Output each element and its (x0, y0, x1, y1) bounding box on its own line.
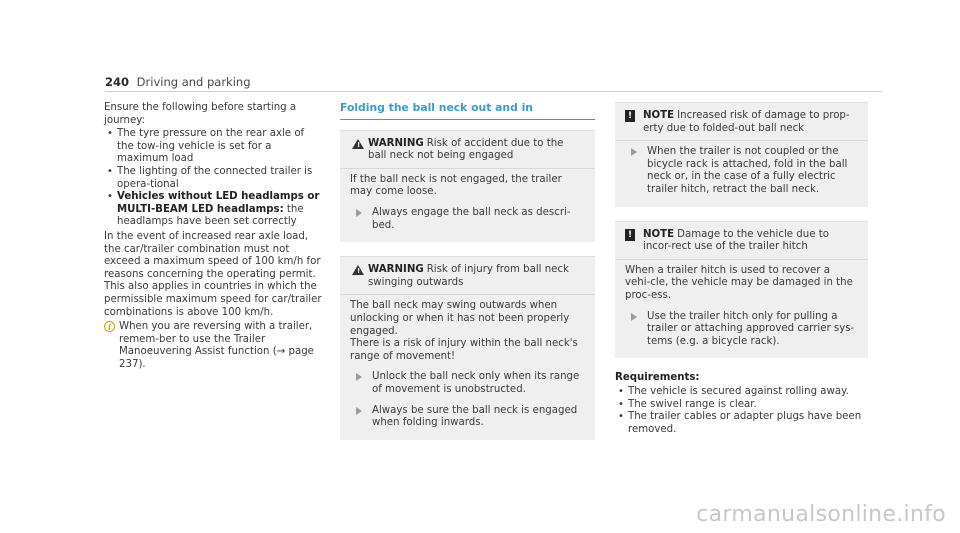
note-box (615, 221, 868, 359)
warning-box (340, 130, 595, 243)
box-divider (340, 294, 595, 295)
warning-keyword: WARNING (368, 264, 424, 276)
arrow-icon (356, 373, 362, 381)
warning-header (350, 264, 585, 289)
list-item: • The swivel range is clear. (615, 399, 868, 412)
box-divider (615, 140, 868, 141)
warning-body: There is a risk of injury within the ball neck's range of movement! (350, 338, 578, 362)
note-headline: Increased risk of damage to prop-erty due to folded-out ball neck (643, 110, 850, 134)
list-item (104, 191, 322, 229)
action-step (625, 311, 858, 349)
warning-keyword: WARNING (368, 137, 424, 149)
requirements-title: Requirements: (615, 372, 700, 384)
section-title: Folding the ball neck out and in (340, 102, 595, 120)
checklist (104, 128, 322, 229)
page-header (105, 75, 251, 89)
step-text: When the trailer is not coupled or the bicycle rack is attached, fold in the ball neck or, in the case of a fully electric trailer hitch, retract the ball neck. (647, 146, 848, 195)
action-step (350, 371, 585, 396)
column-left (104, 102, 322, 371)
intro-text: Ensure the following before starting a journey: (104, 102, 297, 126)
info-text[interactable]: When you are reversing with a trailer, remem-ber to use the Trailer Manoeuvering Assist function (→ page 237). (119, 321, 314, 370)
info-note (104, 321, 322, 371)
warning-box (340, 256, 595, 440)
column-right (615, 102, 868, 438)
note-header (625, 110, 858, 135)
section-name: Driving and parking (136, 75, 251, 89)
warning-header (350, 138, 585, 163)
header-divider (105, 91, 882, 92)
speed-paragraph: In the event of increased rear axle load, the car/trailer combination must not exceed a maximum speed of 100 km/h for reasons concerning the operating permit. This also applies in countries in which the permissible maximum speed for car/trailer combinations is above 100 km/h. (104, 230, 322, 318)
requirements-list (615, 386, 868, 436)
arrow-icon (356, 209, 362, 217)
list-item: • The vehicle is secured against rolling away. (615, 386, 868, 399)
note-body: When a trailer hitch is used to recover a vehi-cle, the vehicle may be damaged in the proc-ess. (625, 264, 853, 301)
warning-icon: ! (352, 265, 364, 275)
step-text: Always engage the ball neck as descri-bed. (372, 206, 571, 231)
step-text: Unlock the ball neck only when its range of movement is unobstructed. (372, 371, 580, 395)
arrow-icon (356, 407, 362, 415)
note-keyword: NOTE (643, 110, 675, 121)
condition-text: the headlamps have been set correctly (117, 203, 304, 228)
list-item: • The trailer cables or adapter plugs have been removed. (615, 411, 868, 436)
warning-body: If the ball neck is not engaged, the trailer may come loose. (350, 173, 562, 198)
note-header (625, 229, 858, 254)
page-number: 240 (105, 75, 130, 89)
arrow-icon (631, 313, 637, 321)
step-text: Use the trailer hitch only for pulling a trailer or attaching approved carrier sys-tems (e.g. a bicycle rack). (647, 310, 855, 347)
note-headline: Damage to the vehicle due to incor-rect use of the trailer hitch (643, 228, 829, 253)
box-divider (340, 168, 595, 169)
box-divider (615, 259, 868, 260)
arrow-icon (631, 148, 637, 156)
info-icon: i (104, 321, 115, 332)
exclamation-icon: ! (625, 110, 635, 122)
note-box (615, 102, 868, 207)
condition-label: Vehicles without LED headlamps or MULTI-BEAM LED headlamps: (117, 191, 320, 215)
list-item: • The tyre pressure on the rear axle of the tow-ing vehicle is set for a maximum load (104, 128, 322, 166)
warning-headline: Risk of injury from ball neck swinging outwards (368, 264, 569, 288)
exclamation-icon: ! (625, 229, 635, 241)
watermark: carmanualsonline.info (696, 502, 946, 527)
step-text: Always be sure the ball neck is engaged when folding inwards. (372, 404, 578, 429)
warning-headline: Risk of accident due to the ball neck not being engaged (368, 137, 564, 162)
action-step (350, 405, 585, 430)
warning-body: The ball neck may swing outwards when unlocking or when it has not been properly engaged. (350, 300, 570, 337)
column-middle (340, 102, 595, 454)
note-keyword: NOTE (643, 228, 675, 240)
list-item: • The lighting of the connected trailer is opera-tional (104, 166, 322, 191)
action-step (350, 207, 585, 232)
warning-icon: ! (352, 139, 364, 149)
action-step (625, 146, 858, 196)
